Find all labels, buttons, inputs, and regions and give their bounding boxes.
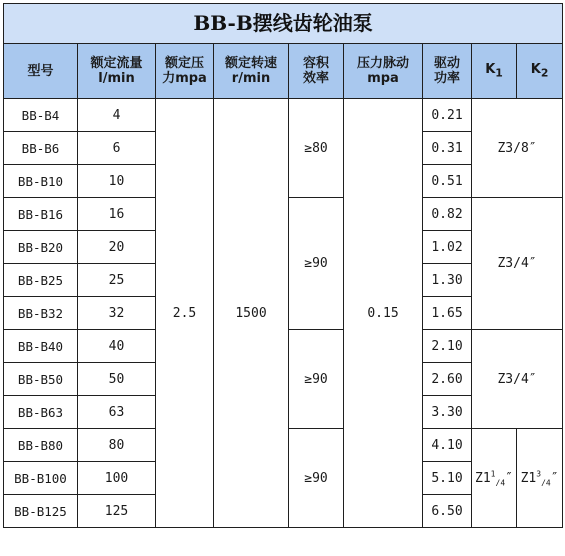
- cell-power: 3.30: [423, 396, 472, 429]
- cell-power: 1.30: [423, 264, 472, 297]
- cell-k-connector: Z3/4″: [472, 330, 563, 429]
- cell-model: BB-B16: [4, 198, 78, 231]
- header-efficiency: 容积 效率: [289, 44, 344, 99]
- table-row: [4, 99, 563, 132]
- cell-efficiency: ≥90: [289, 198, 344, 330]
- cell-flow: 4: [78, 99, 156, 132]
- cell-efficiency: ≥90: [289, 330, 344, 429]
- cell-power: 6.50: [423, 495, 472, 528]
- cell-flow: 16: [78, 198, 156, 231]
- cell-model: BB-B40: [4, 330, 78, 363]
- cell-power: 0.82: [423, 198, 472, 231]
- cell-power: 5.10: [423, 462, 472, 495]
- cell-flow: 20: [78, 231, 156, 264]
- header-pulsation: 压力脉动 mpa: [344, 44, 423, 99]
- cell-model: BB-B63: [4, 396, 78, 429]
- cell-flow: 40: [78, 330, 156, 363]
- header-row: [4, 44, 563, 99]
- cell-model: BB-B80: [4, 429, 78, 462]
- cell-model: BB-B25: [4, 264, 78, 297]
- spec-table: [3, 3, 563, 528]
- cell-flow: 80: [78, 429, 156, 462]
- cell-k2-connector: $Z1^3_{/4}''$: [517, 429, 563, 528]
- cell-power: 4.10: [423, 429, 472, 462]
- cell-flow: 50: [78, 363, 156, 396]
- cell-efficiency: ≥80: [289, 99, 344, 198]
- table-title: BB-B摆线齿轮油泵: [4, 4, 563, 44]
- cell-power: 0.21: [423, 99, 472, 132]
- cell-k-connector: Z3/8″: [472, 99, 563, 198]
- cell-model: BB-B50: [4, 363, 78, 396]
- cell-flow: 6: [78, 132, 156, 165]
- cell-pulsation: 0.15: [344, 99, 423, 528]
- cell-model: BB-B10: [4, 165, 78, 198]
- cell-model: BB-B4: [4, 99, 78, 132]
- cell-model: BB-B100: [4, 462, 78, 495]
- header-speed: 额定转速 r/min: [214, 44, 289, 99]
- cell-model: BB-B125: [4, 495, 78, 528]
- cell-flow: 10: [78, 165, 156, 198]
- cell-speed: 1500: [214, 99, 289, 528]
- cell-power: 0.51: [423, 165, 472, 198]
- header-k2: $K_2$: [517, 44, 563, 99]
- cell-model: BB-B20: [4, 231, 78, 264]
- cell-model: BB-B6: [4, 132, 78, 165]
- cell-k1-connector: $Z1^1_{/4}''$: [472, 429, 517, 528]
- cell-flow: 100: [78, 462, 156, 495]
- cell-power: 1.02: [423, 231, 472, 264]
- cell-model: BB-B32: [4, 297, 78, 330]
- cell-flow: 32: [78, 297, 156, 330]
- header-flow: 额定流量 l/min: [78, 44, 156, 99]
- cell-pressure: 2.5: [156, 99, 214, 528]
- header-k1: $K_1$: [472, 44, 517, 99]
- cell-flow: 25: [78, 264, 156, 297]
- header-model: 型号: [4, 44, 78, 99]
- cell-power: 2.60: [423, 363, 472, 396]
- cell-k-connector: Z3/4″: [472, 198, 563, 330]
- cell-flow: 63: [78, 396, 156, 429]
- cell-power: 2.10: [423, 330, 472, 363]
- header-pressure: 额定压 力mpa: [156, 44, 214, 99]
- cell-power: 1.65: [423, 297, 472, 330]
- spec-table-container: [3, 3, 563, 528]
- cell-efficiency: ≥90: [289, 429, 344, 528]
- header-power: 驱动 功率: [423, 44, 472, 99]
- cell-flow: 125: [78, 495, 156, 528]
- cell-power: 0.31: [423, 132, 472, 165]
